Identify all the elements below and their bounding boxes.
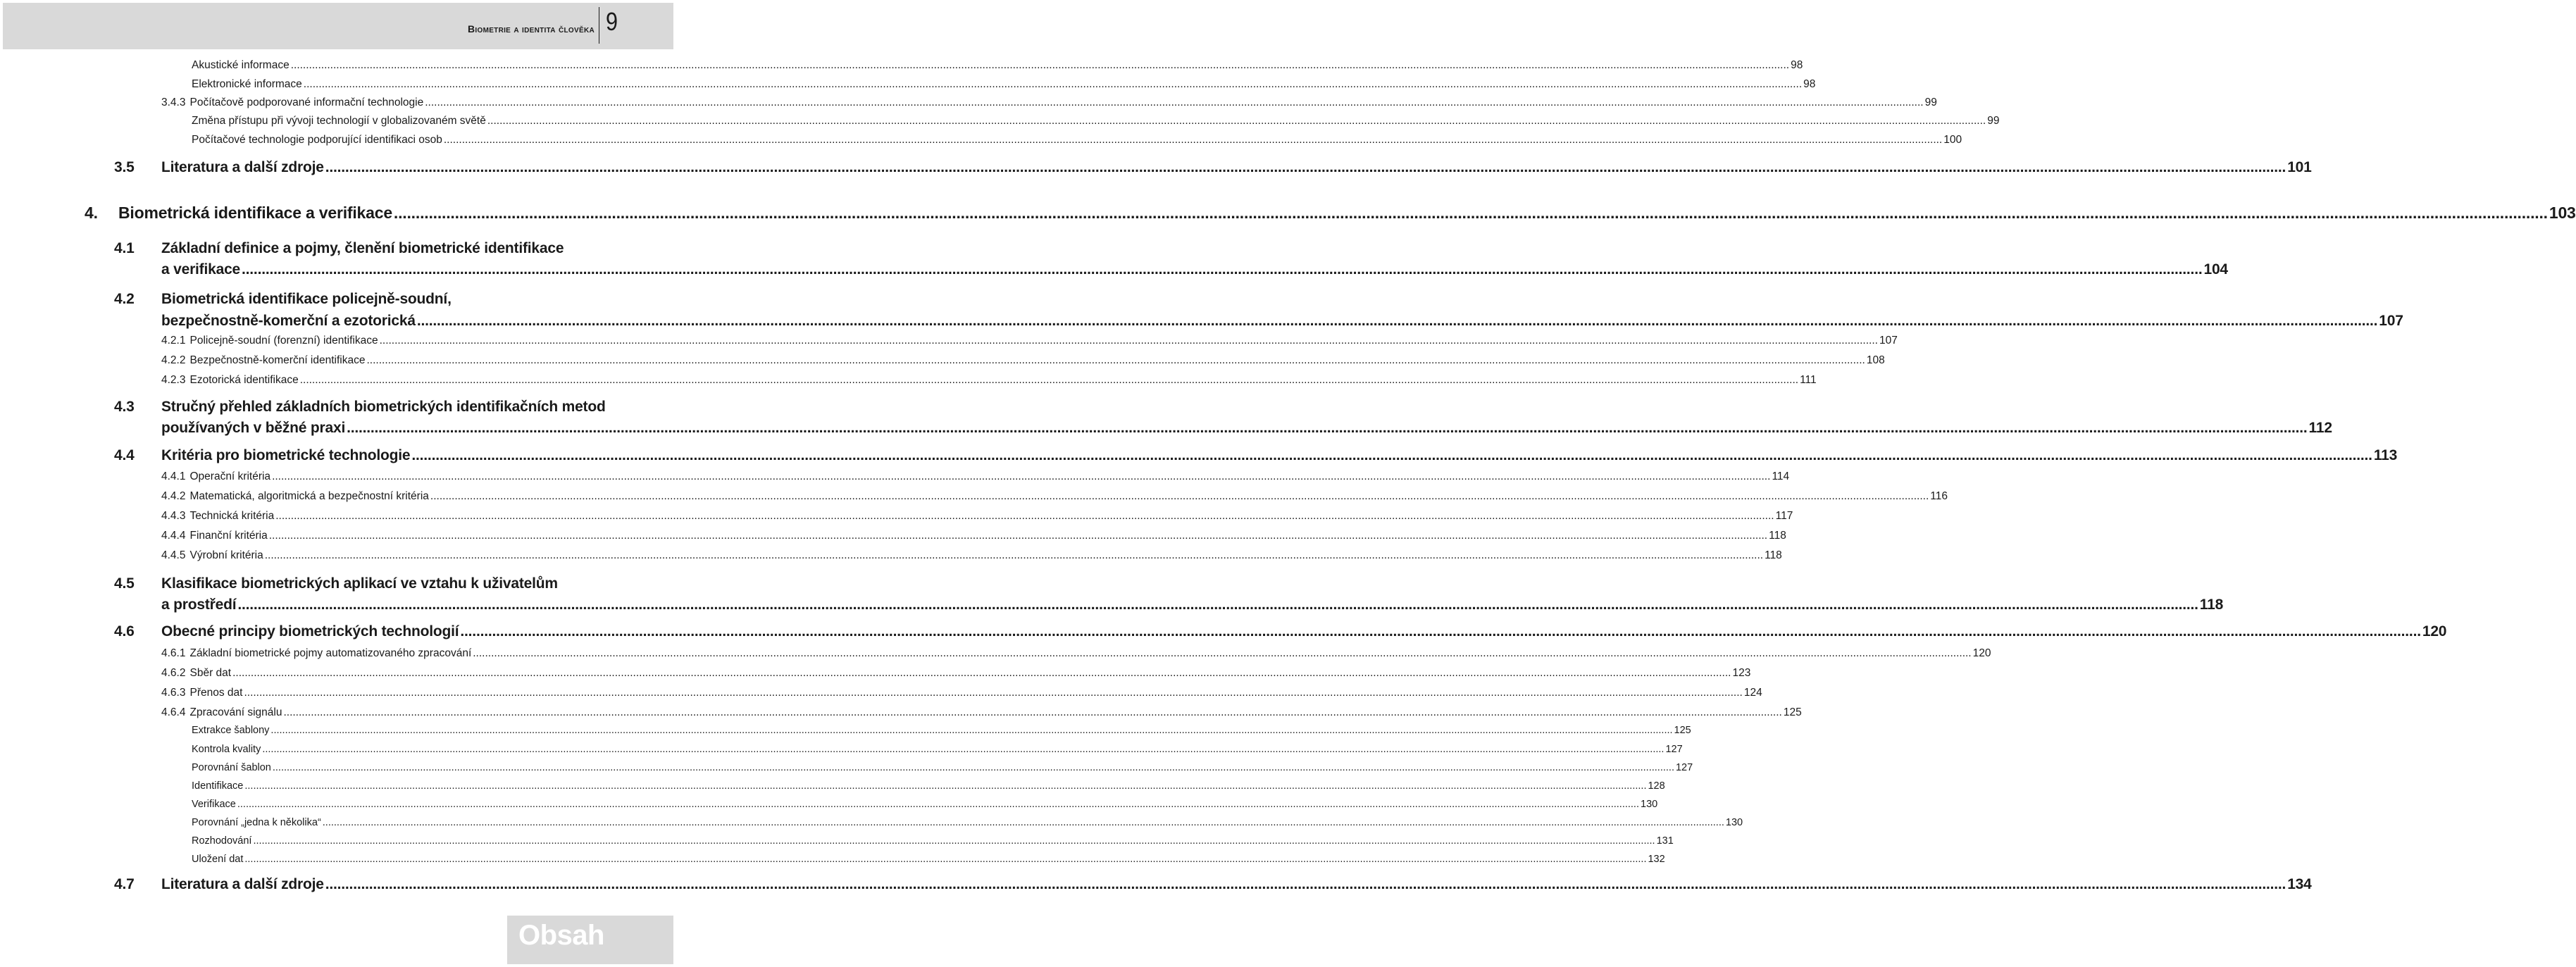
toc-entry-number: 4.4.4 [161,530,186,542]
toc-entry-page: 124 [1743,687,1762,699]
toc-entry-number: 4.6.4 [161,706,186,718]
toc-entry[interactable] [161,374,1817,387]
toc-entry-title: Ezotorická identifikace [189,374,299,386]
dot-leader [237,799,1639,810]
toc-entry-page: 127 [1665,744,1683,755]
toc-entry-page: 108 [1866,354,1885,366]
toc-entry-page: 98 [1791,59,1803,71]
dot-leader [417,313,2377,330]
toc-entry[interactable] [161,261,2228,278]
dot-leader [347,420,2307,437]
toc-entry-page: 103 [2549,204,2576,222]
toc-entry[interactable] [114,876,2312,893]
dot-leader [237,597,2198,613]
toc-entry[interactable] [192,817,1743,828]
toc-entry-title: a verifikace [161,261,241,277]
toc-entry[interactable] [192,134,1962,146]
dot-leader [253,835,1655,847]
toc-entry-title: Přenos dat [189,687,243,699]
dot-leader [262,744,1664,755]
toc-entry[interactable] [161,313,2403,330]
toc-entry-page: 118 [1765,549,1782,561]
toc-entry-title: Kontrola kvality [192,744,261,755]
dot-leader [275,510,1774,523]
toc-entry-title: Verifikace [192,799,236,810]
dot-leader [244,687,1742,699]
toc-entry-title: Uložení dat [192,854,244,865]
toc-entry[interactable] [192,744,1683,755]
toc-entry-title: Počítačově podporované informační technologie [189,96,424,108]
toc-entry-page: 118 [1769,530,1786,542]
dot-leader [444,134,1942,146]
toc-entry-number: 4.6.1 [161,647,186,659]
dot-leader [273,762,1674,773]
toc-entry-number: 4.4.2 [161,490,186,502]
toc-entry[interactable] [161,470,1790,483]
dot-leader [272,470,1770,483]
dot-leader [325,159,2286,176]
toc-entry-title: Kritéria pro biometrické technologie [161,447,411,463]
toc-entry-page: 100 [1943,134,1962,146]
toc-entry[interactable] [114,159,2312,176]
dot-leader [232,667,1731,680]
running-title: Biometrie a identita člověka [468,23,595,35]
toc-entry-page: 114 [1772,470,1790,482]
toc-entry[interactable] [192,835,1674,847]
toc-entry-title: Bezpečnostně-komerční identifikace [189,354,366,366]
toc-entry-title: Změna přístupu při vývoji technologií v globalizovaném světě [192,115,486,127]
toc-entry-title: Základní biometrické pojmy automatizovaného zpracování [189,647,472,659]
toc-entry-title: Policejně-soudní (forenzní) identifikace [189,335,378,347]
toc-entry-title: Biometrická identifikace a verifikace [118,204,392,222]
toc-entry[interactable] [161,335,1898,347]
toc-entry-title: Základní definice a pojmy, členění biometrické identifikace [161,240,564,256]
toc-entry-title: Akustické informace [192,59,290,71]
toc-entry-page: 131 [1656,835,1674,847]
toc-entry-page: 123 [1732,667,1751,679]
toc-entry-title: Obecné principy biometrických technologií [161,623,459,640]
toc-entry-page: 130 [1641,799,1658,810]
toc-entry[interactable] [192,854,1665,865]
toc-entry-page: 120 [1972,647,1991,659]
toc-entry-title: Sběr dat [189,667,232,679]
toc-entry-page: 118 [2199,597,2224,613]
toc-entry-page: 117 [1775,510,1793,522]
toc-entry-number: 4.2.3 [161,374,186,386]
toc-entry[interactable] [192,762,1693,773]
dot-leader [323,817,1724,828]
dot-leader [291,59,1789,72]
toc-entry[interactable] [161,420,2332,437]
toc-entry[interactable] [85,204,2576,223]
toc-entry-number: 4.4.1 [161,470,186,482]
dot-leader [473,647,1971,660]
toc-entry-title: Zpracování signálu [189,706,282,718]
dot-leader [304,78,1802,91]
toc-entry[interactable] [114,623,2447,640]
dot-leader [325,876,2286,893]
toc-entry-number: 4.2.2 [161,354,186,366]
toc-entry[interactable] [192,725,1691,736]
toc-entry-page: 132 [1648,854,1665,865]
toc-entry-title: Stručný přehled základních biometrických identifikačních metod [161,399,606,415]
toc-entry-page: 127 [1675,762,1693,773]
toc-entry-page: 111 [1800,374,1817,386]
toc-entry-page: 130 [1725,817,1743,828]
dot-leader [380,335,1878,347]
dot-leader [283,706,1781,719]
dot-leader [244,854,1646,865]
dot-leader [270,725,1672,736]
toc-entry-page: 113 [2373,447,2398,463]
toc-entry[interactable] [161,706,1802,719]
toc-entry-title: Rozhodování [192,835,252,847]
toc-entry[interactable] [161,687,1762,699]
toc-entry-title: Biometrická identifikace policejně-soudní, [161,291,452,307]
dot-leader [244,780,1646,792]
dot-leader [269,530,1767,542]
toc-entry-title: Klasifikace biometrických aplikací ve vztahu k uživatelům [161,575,558,592]
toc-entry-number: 4.5 [114,575,135,592]
toc-entry-page: 120 [2422,623,2447,640]
toc-entry-page: 104 [2203,261,2228,277]
toc-entry[interactable] [114,447,2398,464]
toc-entry-title: Literatura a další zdroje [161,159,324,175]
toc-entry-number: 4.4.5 [161,549,186,561]
toc-entry-page: 107 [1879,335,1898,347]
toc-entry-title: Porovnání „jedna k několika“ [192,817,321,828]
toc-entry-title: Identifikace [192,780,244,792]
toc-entry[interactable] [161,667,1751,680]
dot-leader [487,115,1986,127]
toc-entry-title: Finanční kritéria [189,530,268,542]
toc-entry-title: používaných v běžné praxi [161,420,346,436]
toc-entry-number: 4.4.3 [161,510,186,522]
toc-entry-page: 125 [1783,706,1802,718]
toc-entry-number: 4.4 [114,447,135,463]
toc-entry-page: 116 [1930,490,1948,502]
dot-leader [265,549,1763,562]
toc-entry[interactable] [192,799,1658,810]
toc-entry[interactable] [161,96,1937,109]
toc-entry[interactable] [161,354,1885,367]
toc-entry-number: 4.6.3 [161,687,186,699]
toc-entry-title: Výrobní kritéria [189,549,263,561]
toc-entry-number: 4.2 [114,291,135,307]
toc-entry-title: Elektronické informace [192,78,302,90]
toc-entry-page: 101 [2287,159,2312,175]
toc-entry-title: Matematická, algoritmická a bezpečnostní kritéria [189,490,429,502]
toc-entry-page: 107 [2379,313,2403,329]
toc-entry[interactable] [192,59,1803,72]
toc-entry[interactable] [161,490,1948,503]
dot-leader [430,490,1929,503]
toc-entry[interactable] [161,549,1782,562]
dot-leader [394,204,2548,223]
dot-leader [425,96,1923,109]
toc-entry-number: 3.5 [114,159,135,175]
dot-leader [300,374,1798,387]
toc-entry[interactable] [192,115,2000,127]
toc-entry-title: Počítačové technologie podporující identifikaci osob [192,134,442,146]
toc-entry-page: 99 [1924,96,1937,108]
toc-entry-page: 134 [2287,876,2312,892]
toc-entry-number: 4. [85,204,98,222]
toc-entry-title: Porovnání šablon [192,762,271,773]
toc-entry-number: 4.1 [114,240,135,256]
toc-entry-page: 112 [2308,420,2332,436]
toc-entry-page: 98 [1803,78,1816,90]
toc-entry-number: 3.4.3 [161,96,186,108]
toc-entry-page: 99 [1987,115,2000,127]
dot-leader [366,354,1865,367]
toc-entry-title: Operační kritéria [189,470,271,482]
dot-leader [242,261,2202,278]
toc-entry-number: 4.6.2 [161,667,186,679]
toc-entry[interactable] [161,510,1793,523]
toc-entry-number: 4.3 [114,399,135,415]
toc-entry[interactable] [192,780,1665,792]
section-label: Obsah [518,920,604,951]
toc-entry[interactable] [161,647,1991,660]
toc-entry[interactable] [161,530,1786,542]
toc-entry-number: 4.6 [114,623,135,640]
toc-entry-page: 128 [1648,780,1665,792]
toc-entry-page: 125 [1674,725,1691,736]
toc-entry-title: bezpečnostně-komerční a ezotorická [161,313,416,329]
toc-entry-number: 4.2.1 [161,335,186,347]
toc-entry[interactable] [161,597,2224,613]
toc-entry-title: Extrakce šablony [192,725,270,736]
dot-leader [460,623,2420,640]
dot-leader [411,447,2372,464]
toc-entry[interactable] [192,78,1816,91]
page-number: 9 [606,7,618,36]
toc-entry-title: a prostředí [161,597,237,613]
toc-entry-title: Literatura a další zdroje [161,876,324,892]
toc-entry-title: Technická kritéria [189,510,275,522]
toc-entry-number: 4.7 [114,876,135,892]
